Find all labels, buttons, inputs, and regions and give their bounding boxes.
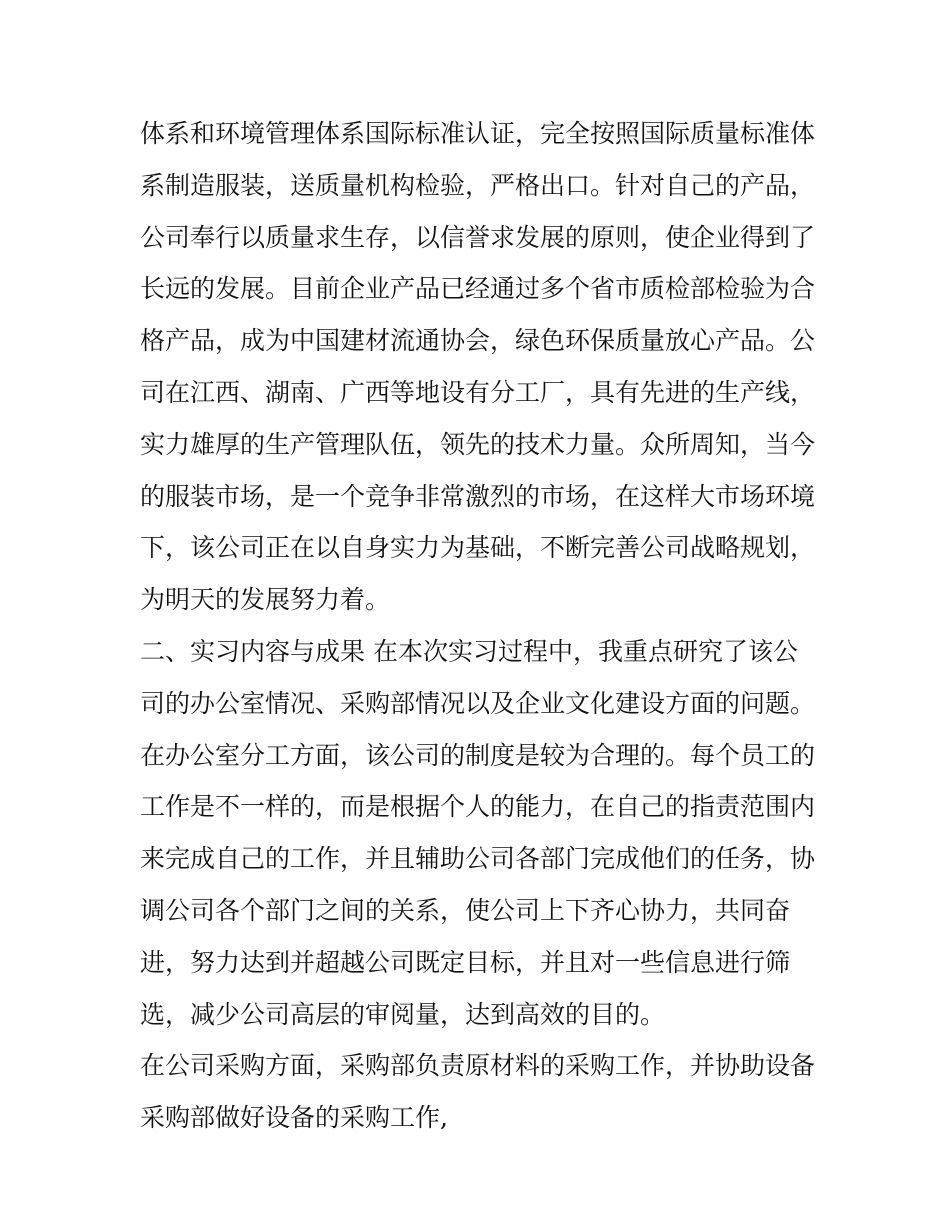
text-line: 采购部做好设备的采购工作, [140, 1103, 448, 1133]
text-line: 在公司采购方面，采购部负责原材料的采购工作，并协助设备 [140, 1051, 816, 1081]
text-line: 司在江西、湖南、广西等地设有分工厂，具有先进的生产线， [140, 377, 816, 407]
body-text [140, 108, 820, 1144]
text-line: 实力雄厚的生产管理队伍，领先的技术力量。众所周知，当今 [140, 429, 816, 459]
section-heading-line: 二、实习内容与成果 在本次实习过程中，我重点研究了该公 [140, 636, 798, 666]
text-line: 长远的发展。目前企业产品已经通过多个省市质检部检验为合 [140, 274, 816, 304]
text-line: 工作是不一样的，而是根据个人的能力，在自己的指责范围内 [140, 792, 816, 822]
text-line: 司的办公室情况、采购部情况以及企业文化建设方面的问题。 [140, 688, 816, 718]
text-line: 格产品，成为中国建材流通协会，绿色环保质量放心产品。公 [140, 326, 816, 356]
text-line: 进，努力达到并超越公司既定目标，并且对一些信息进行筛 [140, 947, 791, 977]
text-line: 体系和环境管理体系国际标准认证，完全按照国际质量标准体 [140, 119, 816, 148]
text-line: 下，该公司正在以自身实力为基础，不断完善公司战略规划， [140, 533, 816, 563]
text-line: 来完成自己的工作，并且辅助公司各部门完成他们的任务，协 [140, 844, 816, 874]
text-line: 在办公室分工方面，该公司的制度是较为合理的。每个员工的 [140, 740, 816, 770]
text-line: 公司奉行以质量求生存，以信誉求发展的原则，使企业得到了 [140, 222, 816, 252]
text-line: 系制造服装，送质量机构检验，严格出口。针对自己的产品， [140, 170, 816, 200]
text-line: 调公司各个部门之间的关系，使公司上下齐心协力，共同奋 [140, 895, 791, 925]
text-line: 选，减少公司高层的审阅量，达到高效的目的。 [140, 999, 666, 1029]
text-line: 的服装市场，是一个竞争非常激烈的市场，在这样大市场环境 [140, 481, 816, 511]
text-line: 为明天的发展努力着。 [140, 585, 391, 615]
